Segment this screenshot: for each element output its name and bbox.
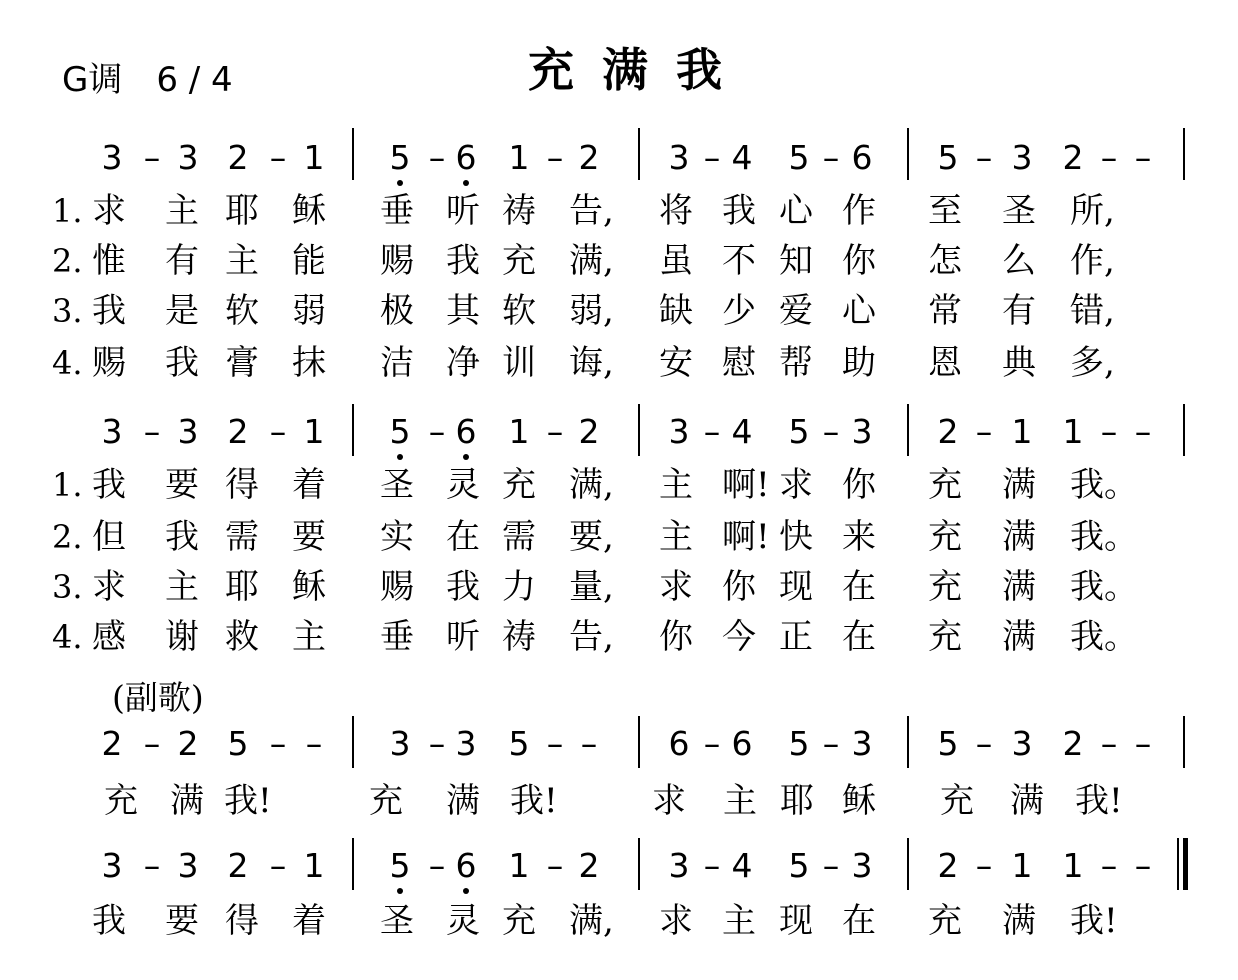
note: 2 — [227, 138, 249, 177]
lyric-char: 力 — [502, 567, 536, 607]
lyric-char: 主 — [292, 617, 326, 657]
lyric-char: 稣 — [292, 567, 326, 607]
barline — [907, 128, 909, 180]
lyric-char: 我 — [722, 191, 756, 231]
note: 2 — [101, 724, 123, 763]
note: 1 — [508, 846, 530, 885]
note: 3 — [668, 412, 690, 451]
verse-number: 1. — [52, 466, 83, 504]
lyric-char: 谢 — [165, 617, 199, 657]
lyric-line — [0, 564, 1238, 614]
lyric-char: 能 — [292, 241, 326, 281]
note: 2 — [578, 846, 600, 885]
lyric-char: 充 — [928, 465, 962, 505]
note: 5 — [227, 724, 249, 763]
duration-dash: – — [975, 138, 993, 177]
lyric-char: 有 — [165, 241, 199, 281]
lyric-char: 垂 — [380, 617, 414, 657]
final-barline — [1183, 838, 1188, 890]
lyric-char: 我 — [92, 291, 126, 331]
barline — [638, 404, 640, 456]
note: 2 — [1062, 724, 1084, 763]
lyric-char: 要 — [292, 517, 326, 557]
duration-dash: – — [269, 412, 287, 451]
note: 2 — [227, 846, 249, 885]
duration-dash: – — [975, 412, 993, 451]
lyric-char: 我! — [1075, 781, 1123, 821]
lyric-line — [0, 462, 1238, 512]
note: 1 — [303, 412, 325, 451]
lyric-char: 充 — [502, 241, 536, 281]
note: 5 — [788, 846, 810, 885]
duration-dash: – — [546, 846, 564, 885]
duration-dash: – — [1134, 138, 1152, 177]
lyric-char: 洁 — [380, 343, 414, 383]
lyric-char: 心 — [842, 291, 876, 331]
duration-dash: – — [428, 138, 446, 177]
lyric-char: 训 — [502, 343, 536, 383]
verse-number: 3. — [52, 292, 83, 330]
lyric-char: 满 — [1002, 517, 1036, 557]
note: 3 — [1011, 138, 1033, 177]
lyric-char: 我! — [1070, 901, 1118, 941]
lyric-char: 现 — [779, 567, 813, 607]
song-title: 充满我 — [528, 43, 750, 97]
duration-dash: – — [1134, 412, 1152, 451]
note: 3 — [668, 138, 690, 177]
lyric-char: 抹 — [292, 343, 326, 383]
lyric-char: 在 — [842, 617, 876, 657]
note: 3 — [455, 724, 477, 763]
note: 6 — [444, 136, 488, 180]
lyric-char: 我 — [165, 517, 199, 557]
lyric-char: 典 — [1002, 343, 1036, 383]
lyric-line — [0, 514, 1238, 564]
lyric-char: 现 — [779, 901, 813, 941]
lyric-line — [0, 288, 1238, 338]
lyric-char: 满 — [170, 781, 204, 821]
lyric-char: 诲, — [569, 343, 614, 383]
lyric-char: 其 — [446, 291, 480, 331]
note: 3 — [101, 138, 123, 177]
lyric-char: 救 — [225, 617, 259, 657]
lyric-char: 所, — [1070, 191, 1115, 231]
barline — [907, 838, 909, 890]
note: 3 — [177, 138, 199, 177]
note: 1 — [303, 138, 325, 177]
lyric-char: 常 — [928, 291, 962, 331]
duration-dash: – — [546, 138, 564, 177]
lyric-char: 满 — [1002, 901, 1036, 941]
lyric-char: 惟 — [92, 241, 126, 281]
lyric-char: 祷 — [502, 191, 536, 231]
lyric-char: 听 — [446, 191, 480, 231]
duration-dash: – — [546, 724, 564, 763]
duration-dash: – — [822, 724, 840, 763]
duration-dash: – — [1100, 412, 1118, 451]
duration-dash: – — [975, 724, 993, 763]
lyric-char: 充 — [104, 781, 138, 821]
lyric-char: 得 — [225, 465, 259, 505]
note: 6 — [731, 724, 753, 763]
lyric-char: 听 — [446, 617, 480, 657]
lyric-char: 祷 — [502, 617, 536, 657]
key-signature: G调 6 / 4 — [62, 60, 233, 100]
note: 3 — [851, 846, 873, 885]
lyric-char: 是 — [165, 291, 199, 331]
duration-dash: – — [822, 846, 840, 885]
lyric-char: 作 — [842, 191, 876, 231]
verse-number: 2. — [52, 518, 83, 556]
lyric-char: 你 — [659, 617, 693, 657]
duration-dash: – — [703, 724, 721, 763]
duration-dash: – — [269, 724, 287, 763]
lyric-char: 我! — [224, 781, 272, 821]
lyric-char: 充 — [928, 567, 962, 607]
duration-dash: – — [269, 846, 287, 885]
lyric-char: 我 — [92, 465, 126, 505]
lyric-char: 我。 — [1070, 617, 1138, 657]
note: 5 — [378, 136, 422, 180]
barline — [638, 838, 640, 890]
note: 3 — [177, 412, 199, 451]
lyric-char: 将 — [659, 191, 693, 231]
lyric-char: 耶 — [780, 781, 814, 821]
lyric-char: 耶 — [225, 191, 259, 231]
note: 2 — [578, 138, 600, 177]
note: 5 — [378, 844, 422, 888]
lyric-char: 圣 — [1002, 191, 1036, 231]
lyric-char: 知 — [779, 241, 813, 281]
note: 3 — [851, 724, 873, 763]
lyric-char: 在 — [842, 901, 876, 941]
barline — [352, 838, 354, 890]
note: 5 — [508, 724, 530, 763]
lyric-char: 充 — [940, 781, 974, 821]
verse-number: 1. — [52, 192, 83, 230]
duration-dash: – — [1100, 138, 1118, 177]
lyric-char: 来 — [842, 517, 876, 557]
barline — [907, 404, 909, 456]
lyric-char: 我 — [446, 241, 480, 281]
lyric-char: 灵 — [446, 465, 480, 505]
barline — [1183, 128, 1185, 180]
lyric-char: 充 — [928, 617, 962, 657]
duration-dash: – — [143, 846, 161, 885]
lyric-char: 要 — [165, 465, 199, 505]
note: 4 — [731, 138, 753, 177]
lyric-char: 充 — [502, 901, 536, 941]
lyric-char: 耶 — [225, 567, 259, 607]
lyric-char: 少 — [722, 291, 756, 331]
note: 2 — [1062, 138, 1084, 177]
note: 3 — [177, 846, 199, 885]
duration-dash: – — [703, 138, 721, 177]
verse-number: 2. — [52, 242, 83, 280]
lyric-char: 稣 — [842, 781, 876, 821]
barline — [638, 128, 640, 180]
lyric-char: 啊! — [722, 465, 770, 505]
note: 4 — [731, 412, 753, 451]
note: 6 — [668, 724, 690, 763]
lyric-char: 充 — [928, 517, 962, 557]
lyric-char: 灵 — [446, 901, 480, 941]
lyric-char: 错, — [1070, 291, 1115, 331]
lyric-line — [0, 340, 1238, 390]
verse-number: 3. — [52, 568, 83, 606]
duration-dash: – — [546, 412, 564, 451]
lyric-char: 净 — [446, 343, 480, 383]
lyric-char: 啊! — [722, 517, 770, 557]
duration-dash: – — [1134, 846, 1152, 885]
lyric-char: 多, — [1070, 343, 1115, 383]
duration-dash: – — [1100, 724, 1118, 763]
lyric-char: 快 — [779, 517, 813, 557]
verse-number: 4. — [52, 618, 83, 656]
lyric-char: 我 — [92, 901, 126, 941]
chorus-label: (副歌) — [112, 678, 204, 717]
note: 5 — [937, 724, 959, 763]
lyric-char: 满, — [569, 901, 614, 941]
lyric-char: 至 — [928, 191, 962, 231]
lyric-char: 我 — [446, 567, 480, 607]
lyric-char: 在 — [842, 567, 876, 607]
note: 2 — [937, 846, 959, 885]
lyric-char: 主 — [722, 901, 756, 941]
barline — [907, 716, 909, 768]
lyric-char: 实 — [380, 517, 414, 557]
lyric-char: 需 — [225, 517, 259, 557]
note: 5 — [788, 138, 810, 177]
duration-dash: – — [428, 846, 446, 885]
lyric-char: 你 — [842, 465, 876, 505]
duration-dash: – — [428, 412, 446, 451]
barline — [1183, 716, 1185, 768]
lyric-char: 告, — [569, 617, 614, 657]
note: 5 — [937, 138, 959, 177]
duration-dash: – — [269, 138, 287, 177]
lyric-char: 在 — [446, 517, 480, 557]
duration-dash: – — [305, 724, 323, 763]
lyric-char: 作, — [1070, 241, 1115, 281]
lyric-char: 充 — [928, 901, 962, 941]
note: 1 — [303, 846, 325, 885]
lyric-char: 量, — [569, 567, 614, 607]
note: 3 — [668, 846, 690, 885]
lyric-char: 弱, — [569, 291, 614, 331]
note: 2 — [937, 412, 959, 451]
notation-row — [0, 136, 1238, 186]
note: 2 — [227, 412, 249, 451]
notation-row — [0, 844, 1238, 894]
lyric-char: 满, — [569, 465, 614, 505]
lyric-char: 主 — [225, 241, 259, 281]
barline — [352, 128, 354, 180]
duration-dash: – — [822, 412, 840, 451]
lyric-char: 怎 — [928, 241, 962, 281]
lyric-char: 弱 — [292, 291, 326, 331]
lyric-char: 满 — [1002, 465, 1036, 505]
lyric-char: 求 — [779, 465, 813, 505]
lyric-char: 充 — [502, 465, 536, 505]
note: 1 — [1011, 412, 1033, 451]
lyric-char: 主 — [165, 191, 199, 231]
notation-row — [0, 722, 1238, 772]
lyric-char: 主 — [659, 465, 693, 505]
lyric-char: 求 — [659, 567, 693, 607]
lyric-char: 求 — [652, 781, 686, 821]
note: 1 — [1062, 846, 1084, 885]
duration-dash: – — [1100, 846, 1118, 885]
verse-number: 4. — [52, 344, 83, 382]
lyric-char: 恩 — [928, 343, 962, 383]
lyric-char: 要, — [569, 517, 614, 557]
lyric-char: 膏 — [225, 343, 259, 383]
note: 2 — [578, 412, 600, 451]
lyric-char: 我。 — [1070, 465, 1138, 505]
lyric-char: 告, — [569, 191, 614, 231]
lyric-char: 我! — [510, 781, 558, 821]
lyric-char: 主 — [165, 567, 199, 607]
note: 2 — [177, 724, 199, 763]
lyric-char: 求 — [92, 191, 126, 231]
note: 6 — [851, 138, 873, 177]
note: 6 — [444, 844, 488, 888]
duration-dash: – — [1134, 724, 1152, 763]
lyric-char: 满, — [569, 241, 614, 281]
lyric-char: 帮 — [779, 343, 813, 383]
note: 4 — [731, 846, 753, 885]
barline — [352, 404, 354, 456]
lyric-char: 你 — [842, 241, 876, 281]
lyric-char: 求 — [659, 901, 693, 941]
duration-dash: – — [580, 724, 598, 763]
lyric-char: 今 — [722, 617, 756, 657]
lyric-char: 我 — [165, 343, 199, 383]
note: 1 — [508, 412, 530, 451]
lyric-char: 着 — [292, 465, 326, 505]
lyric-char: 但 — [92, 517, 126, 557]
barline — [352, 716, 354, 768]
lyric-char: 不 — [722, 241, 756, 281]
lyric-line — [0, 188, 1238, 238]
lyric-char: 软 — [225, 291, 259, 331]
lyric-char: 么 — [1002, 241, 1036, 281]
note: 3 — [101, 412, 123, 451]
lyric-char: 极 — [380, 291, 414, 331]
lyric-char: 你 — [722, 567, 756, 607]
lyric-char: 要 — [165, 901, 199, 941]
lyric-char: 赐 — [92, 343, 126, 383]
lyric-char: 满 — [446, 781, 480, 821]
note: 3 — [851, 412, 873, 451]
lyric-char: 缺 — [659, 291, 693, 331]
lyric-char: 安 — [659, 343, 693, 383]
lyric-char: 虽 — [659, 241, 693, 281]
duration-dash: – — [428, 724, 446, 763]
lyric-char: 需 — [502, 517, 536, 557]
lyric-char: 我。 — [1070, 567, 1138, 607]
lyric-char: 感 — [92, 617, 126, 657]
note: 3 — [389, 724, 411, 763]
note: 1 — [508, 138, 530, 177]
note: 5 — [788, 412, 810, 451]
duration-dash: – — [975, 846, 993, 885]
lyric-char: 赐 — [380, 241, 414, 281]
lyric-char: 满 — [1010, 781, 1044, 821]
duration-dash: – — [143, 724, 161, 763]
barline — [1183, 404, 1185, 456]
lyric-char: 爱 — [779, 291, 813, 331]
note: 3 — [1011, 724, 1033, 763]
lyric-char: 满 — [1002, 567, 1036, 607]
lyric-char: 助 — [842, 343, 876, 383]
lyric-char: 正 — [779, 617, 813, 657]
lyric-char: 圣 — [380, 901, 414, 941]
lyric-char: 我。 — [1070, 517, 1138, 557]
lyric-char: 稣 — [292, 191, 326, 231]
lyric-char: 圣 — [380, 465, 414, 505]
lyric-char: 有 — [1002, 291, 1036, 331]
lyric-char: 充 — [369, 781, 403, 821]
duration-dash: – — [703, 846, 721, 885]
lyric-line — [0, 778, 1238, 828]
note: 5 — [378, 410, 422, 454]
barline — [638, 716, 640, 768]
lyric-char: 满 — [1002, 617, 1036, 657]
lyric-char: 主 — [723, 781, 757, 821]
note: 1 — [1062, 412, 1084, 451]
duration-dash: – — [703, 412, 721, 451]
lyric-char: 垂 — [380, 191, 414, 231]
lyric-char: 求 — [92, 567, 126, 607]
lyric-char: 得 — [225, 901, 259, 941]
notation-row — [0, 410, 1238, 460]
lyric-char: 主 — [659, 517, 693, 557]
duration-dash: – — [143, 138, 161, 177]
note: 6 — [444, 410, 488, 454]
duration-dash: – — [143, 412, 161, 451]
final-barline-thin — [1177, 838, 1179, 890]
lyric-char: 着 — [292, 901, 326, 941]
duration-dash: – — [822, 138, 840, 177]
lyric-line — [0, 614, 1238, 664]
lyric-char: 软 — [502, 291, 536, 331]
lyric-char: 慰 — [722, 343, 756, 383]
lyric-char: 赐 — [380, 567, 414, 607]
lyric-line — [0, 898, 1238, 948]
note: 1 — [1011, 846, 1033, 885]
lyric-char: 心 — [779, 191, 813, 231]
note: 5 — [788, 724, 810, 763]
note: 3 — [101, 846, 123, 885]
lyric-line — [0, 238, 1238, 288]
